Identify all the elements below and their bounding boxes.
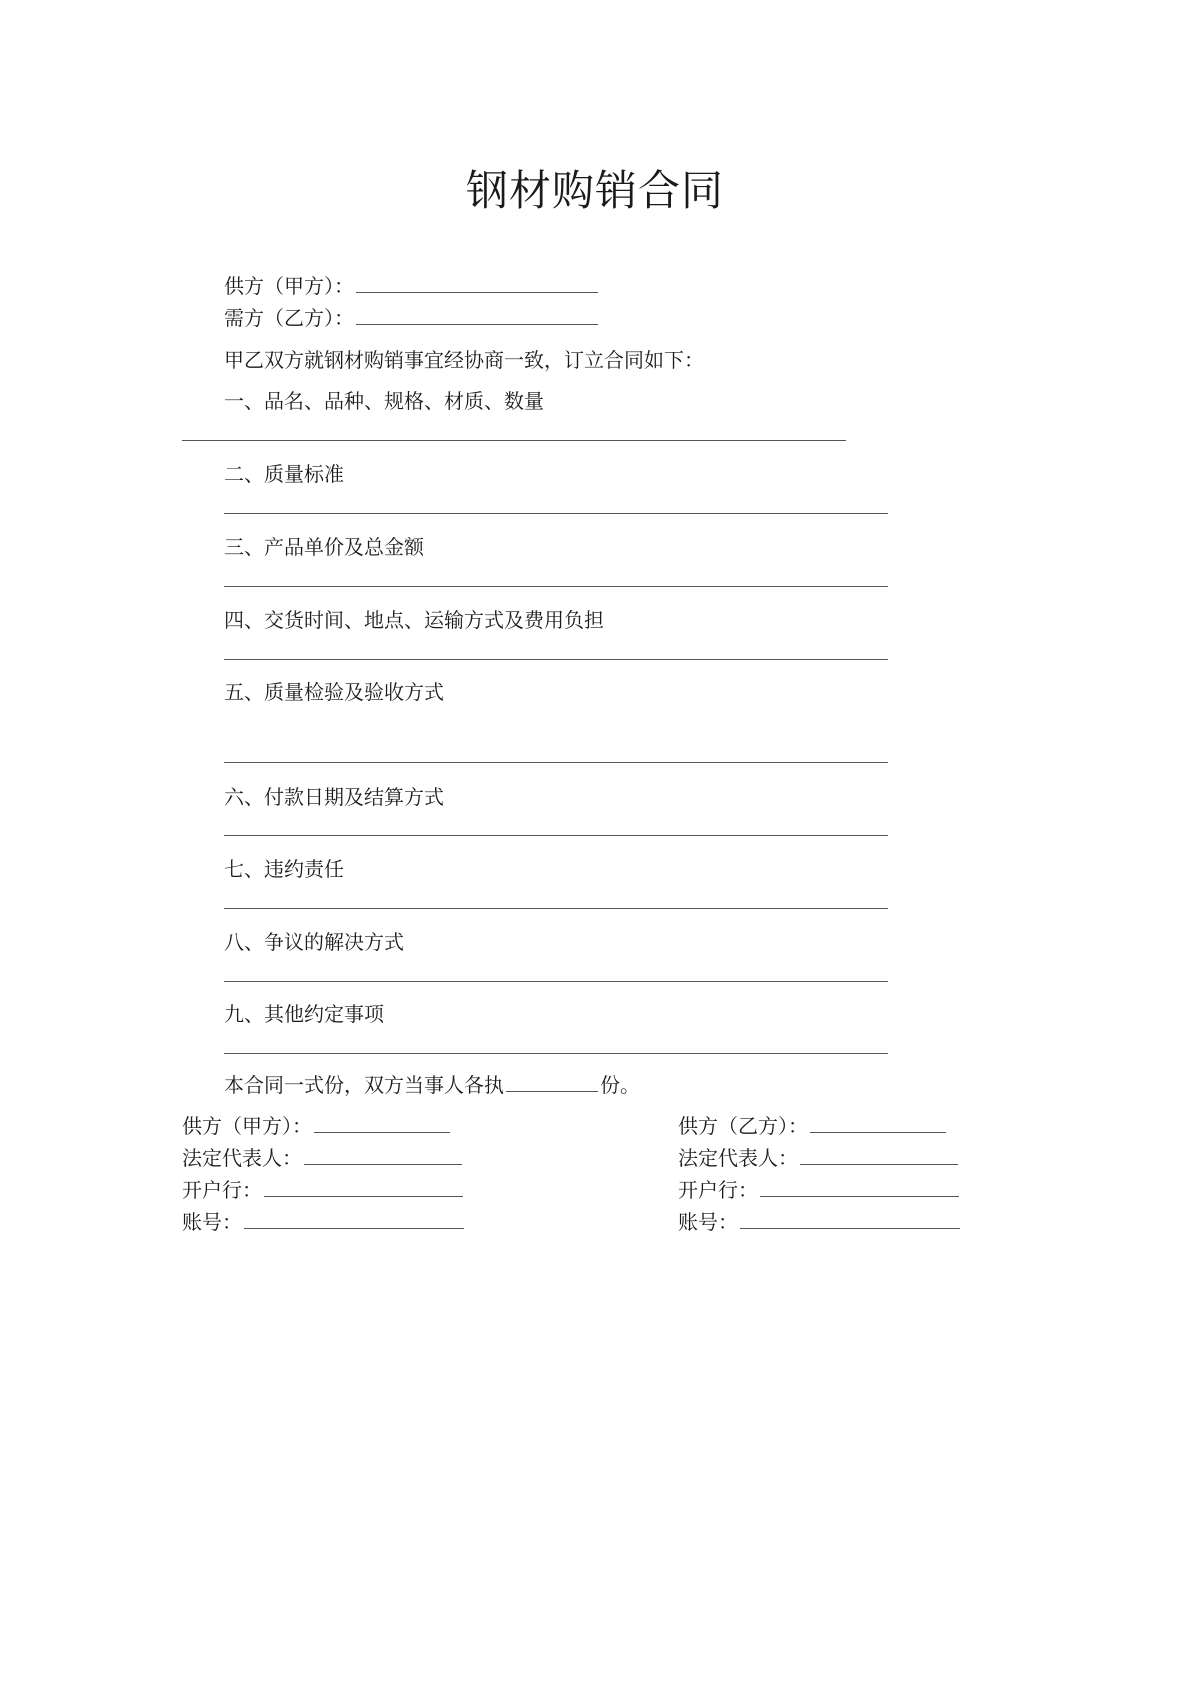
section-9-blank[interactable] bbox=[224, 1053, 888, 1054]
section-2-heading: 二、质量标准 bbox=[224, 462, 344, 486]
section-5-blank[interactable] bbox=[224, 762, 888, 763]
left-bank-label: 开户行： bbox=[182, 1178, 262, 1202]
section-5-heading: 五、质量检验及验收方式 bbox=[224, 680, 444, 704]
left-account-label: 账号： bbox=[182, 1210, 242, 1234]
section-4-blank[interactable] bbox=[224, 659, 888, 660]
right-bank-line bbox=[678, 1178, 959, 1202]
section-7-blank[interactable] bbox=[224, 908, 888, 909]
section-4-heading: 四、交货时间、地点、运输方式及费用负担 bbox=[224, 608, 604, 632]
copies-line bbox=[224, 1073, 640, 1097]
supplier-line bbox=[224, 274, 598, 298]
section-3-heading: 三、产品单价及总金额 bbox=[224, 535, 424, 559]
copies-prefix: 本合同一式份，双方当事人各执 bbox=[224, 1073, 504, 1097]
right-bank-blank[interactable] bbox=[760, 1178, 959, 1197]
buyer-label: 需方（乙方）： bbox=[224, 306, 354, 330]
left-party-blank[interactable] bbox=[314, 1114, 450, 1133]
supplier-label: 供方（甲方）： bbox=[224, 274, 354, 298]
intro-text: 甲乙双方就钢材购销事宜经协商一致，订立合同如下： bbox=[224, 348, 704, 372]
left-party-label: 供方（甲方）： bbox=[182, 1114, 312, 1138]
left-account-line bbox=[182, 1210, 464, 1234]
buyer-name-blank[interactable] bbox=[356, 306, 598, 325]
left-party-line bbox=[182, 1114, 450, 1138]
left-rep-blank[interactable] bbox=[304, 1146, 462, 1165]
right-rep-blank[interactable] bbox=[800, 1146, 958, 1165]
section-6-blank[interactable] bbox=[224, 835, 888, 836]
right-account-line bbox=[678, 1210, 960, 1234]
left-bank-blank[interactable] bbox=[264, 1178, 463, 1197]
right-party-line bbox=[678, 1114, 946, 1138]
section-9-heading: 九、其他约定事项 bbox=[224, 1002, 384, 1026]
document-title: 钢材购销合同 bbox=[465, 166, 724, 215]
right-bank-label: 开户行： bbox=[678, 1178, 758, 1202]
left-account-blank[interactable] bbox=[244, 1210, 464, 1229]
buyer-line bbox=[224, 306, 598, 330]
section-1-heading: 一、品名、品种、规格、材质、数量 bbox=[224, 389, 544, 413]
section-7-heading: 七、违约责任 bbox=[224, 857, 344, 881]
section-8-blank[interactable] bbox=[224, 981, 888, 982]
right-party-label: 供方（乙方）： bbox=[678, 1114, 808, 1138]
section-1-blank[interactable] bbox=[182, 440, 846, 441]
left-rep-label: 法定代表人： bbox=[182, 1146, 302, 1170]
section-3-blank[interactable] bbox=[224, 586, 888, 587]
right-rep-label: 法定代表人： bbox=[678, 1146, 798, 1170]
section-8-heading: 八、争议的解决方式 bbox=[224, 930, 404, 954]
right-rep-line bbox=[678, 1146, 958, 1170]
copies-count-blank[interactable] bbox=[506, 1073, 598, 1092]
copies-suffix: 份。 bbox=[600, 1073, 640, 1097]
right-account-label: 账号： bbox=[678, 1210, 738, 1234]
left-rep-line bbox=[182, 1146, 462, 1170]
right-party-blank[interactable] bbox=[810, 1114, 946, 1133]
section-6-heading: 六、付款日期及结算方式 bbox=[224, 785, 444, 809]
section-2-blank[interactable] bbox=[224, 513, 888, 514]
right-account-blank[interactable] bbox=[740, 1210, 960, 1229]
supplier-name-blank[interactable] bbox=[356, 274, 598, 293]
left-bank-line bbox=[182, 1178, 463, 1202]
